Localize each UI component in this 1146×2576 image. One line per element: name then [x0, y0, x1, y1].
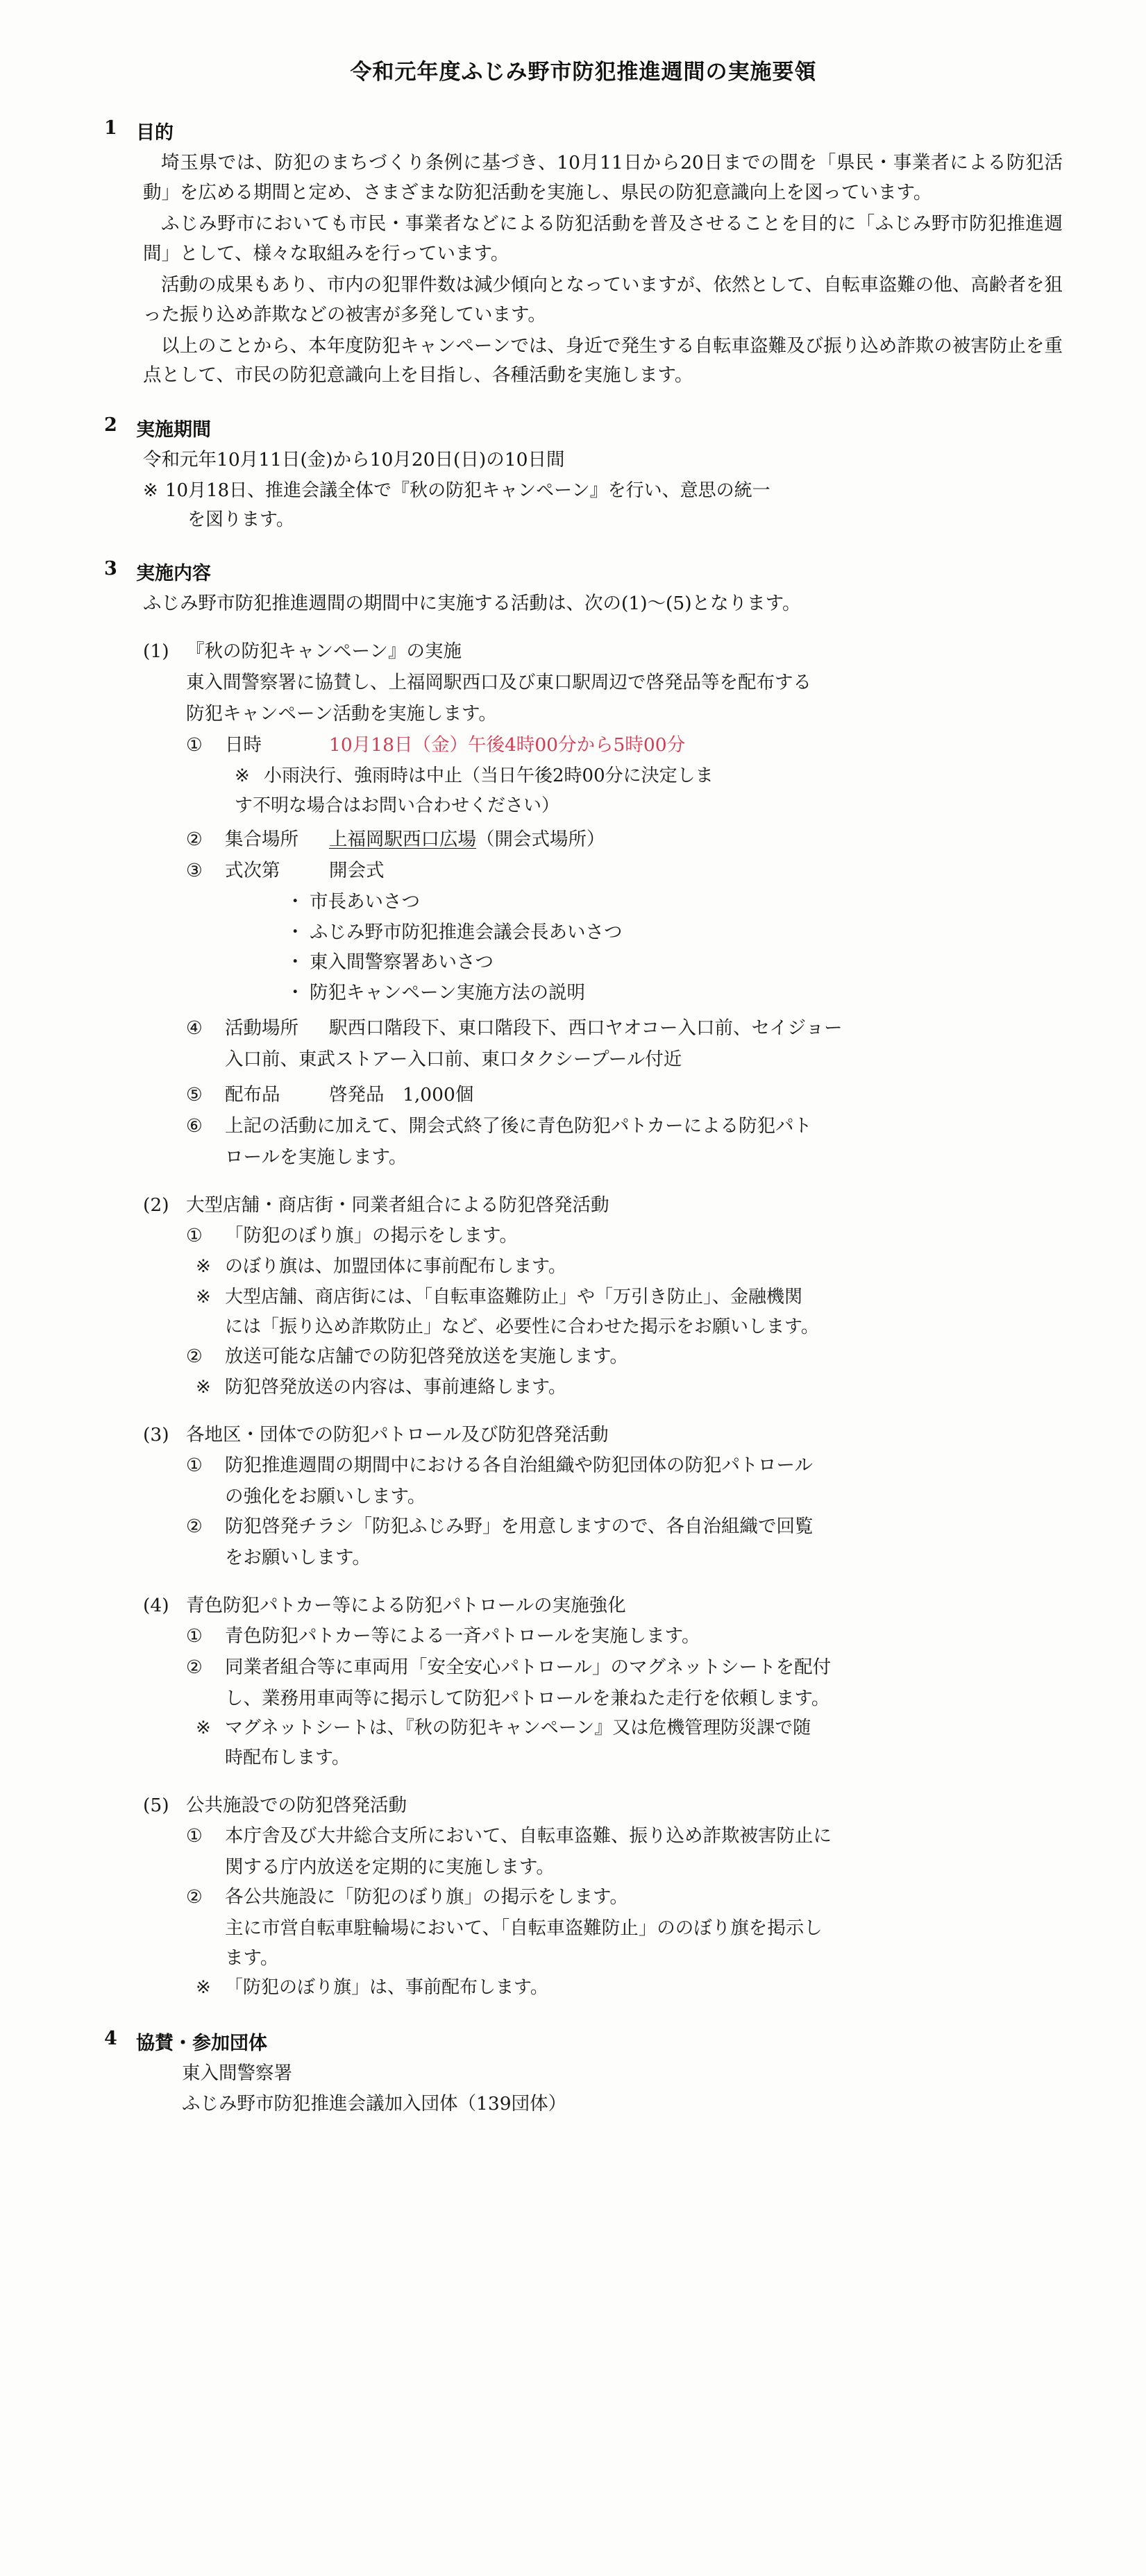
item-value-rest: （開会式場所） — [476, 828, 605, 850]
item-text-cont: 主に市営自転車駐輪場において、「自転車盗難防止」ののぼり旗を掲示し — [225, 1917, 823, 1940]
list-item — [104, 825, 1063, 855]
item-text: 防犯推進週間の期間中における各自治組織や防犯団体の防犯パトロール — [225, 1454, 813, 1476]
section-number: 2 — [104, 414, 117, 437]
item-value-extra — [225, 1112, 1063, 1142]
subsection-heading — [104, 1191, 1063, 1220]
section-contents — [104, 558, 1063, 619]
list-item — [104, 1653, 1063, 1683]
value-line: 上記の活動に加えて、開会式終了後に青色防犯パトカーによる防犯パト — [225, 1115, 812, 1137]
item-value-goods: 啓発品 1,000個 — [329, 1084, 474, 1106]
program-bullet-list — [104, 888, 1063, 1009]
section-title: 協賛・参加団体 — [136, 2032, 267, 2054]
section-period — [104, 414, 1063, 534]
item-note — [104, 1714, 1063, 1743]
subsection-5 — [104, 1791, 1063, 2003]
item-text-cont: の強化をお願いします。 — [225, 1485, 426, 1507]
list-item: ふじみ野市防犯推進会議加入団体（139団体） — [182, 2093, 567, 2115]
item-label: 配布品 — [225, 1084, 280, 1106]
page-title: 令和元年度ふじみ野市防犯推進週間の実施要領 — [350, 60, 817, 85]
item-text: 「防犯のぼり旗」の掲示をします。 — [225, 1225, 518, 1247]
item-label: 活動場所 — [225, 1017, 298, 1040]
subsection-title: 青色防犯パトカー等による防犯パトロールの実施強化 — [186, 1594, 626, 1616]
list-item — [286, 948, 1063, 978]
note-text-cont: を図ります。 — [187, 509, 294, 530]
list-item — [104, 1451, 1063, 1481]
item-text: 各公共施設に「防犯のぼり旗」の掲示をします。 — [225, 1886, 628, 1908]
item-number: ① — [186, 1225, 203, 1247]
note-mark: ※ — [196, 1256, 211, 1278]
list-item — [104, 731, 1063, 761]
bullet-text: ふじみ野市防犯推進会議会長あいさつ — [310, 921, 623, 943]
list-item: 東入間警察署 — [182, 2062, 292, 2084]
item-number: ② — [186, 1886, 203, 1908]
item-number: ⑥ — [186, 1115, 203, 1137]
section-purpose — [104, 117, 1063, 391]
item-value-program: 開会式 — [329, 859, 385, 881]
lead-line: 防犯キャンペーン活動を実施します。 — [186, 702, 497, 724]
item-number: ② — [186, 1345, 203, 1367]
bullet-text: 防犯キャンペーン実施方法の説明 — [310, 982, 585, 1004]
subsection-1 — [104, 637, 1063, 1172]
section-heading — [104, 2028, 1063, 2055]
item-number: ① — [186, 1825, 203, 1847]
note-mark: ※ — [196, 1286, 211, 1307]
item-note-cont: す不明な場合はお問い合わせください） — [235, 795, 560, 817]
note-text: 10月18日、推進会議全体で『秋の防犯キャンペーン』を行い、意思の統一 — [165, 480, 770, 502]
subsection-title: 『秋の防犯キャンペーン』の実施 — [186, 641, 462, 663]
bullet-dot-icon: ・ — [286, 921, 305, 943]
list-item — [286, 978, 1063, 1008]
subsection-title: 各地区・団体での防犯パトロール及び防犯啓発活動 — [186, 1423, 609, 1446]
item-value-extra-cont: ロールを実施します。 — [225, 1146, 407, 1168]
note-mark: ※ — [196, 1717, 211, 1738]
item-text-cont: 関する庁内放送を定期的に実施します。 — [225, 1856, 555, 1879]
item-text-cont: をお願いします。 — [225, 1546, 371, 1568]
item-text-cont: し、業務用車両等に掲示して防犯パトロールを兼ねた走行を依頼します。 — [225, 1687, 830, 1709]
item-note-cont: には「振り込め詐欺防止」など、必要性に合わせた掲示をお願いします。 — [225, 1316, 819, 1338]
item-text: 防犯啓発チラシ「防犯ふじみ野」を用意しますので、各自治組織で回覧 — [225, 1515, 814, 1537]
section-number: 1 — [104, 117, 117, 139]
note-text: 「防犯のぼり旗」は、事前配布します。 — [225, 1976, 548, 1998]
item-note — [104, 762, 1063, 791]
item-number: ② — [186, 828, 203, 850]
item-value-place — [329, 825, 1063, 855]
item-value-underlined: 上福岡駅西口広場 — [329, 828, 476, 850]
list-item — [104, 1081, 1063, 1110]
subsection-lead — [104, 668, 1063, 729]
item-note — [104, 1253, 1063, 1282]
subsection-4 — [104, 1591, 1063, 1773]
item-text-cont: ます。 — [225, 1947, 279, 1969]
list-item — [104, 1221, 1063, 1251]
note-mark: ※ — [143, 480, 158, 502]
note-mark: ※ — [235, 765, 250, 786]
list-item — [286, 918, 1063, 948]
item-number: ② — [186, 1515, 203, 1537]
item-number: ① — [186, 1454, 203, 1476]
item-note — [104, 1283, 1063, 1312]
section-heading — [104, 414, 1063, 441]
list-item — [104, 1512, 1063, 1542]
subsection-2 — [104, 1191, 1063, 1403]
item-value-locations — [329, 1014, 1063, 1044]
section-title: 実施期間 — [136, 419, 211, 441]
subsection-title: 大型店舗・商店街・同業者組合による防犯啓発活動 — [186, 1194, 609, 1216]
note-mark: ※ — [196, 1976, 211, 1998]
item-note — [104, 1974, 1063, 2003]
subsection-number: (1) — [143, 641, 169, 663]
section-heading — [104, 558, 1063, 585]
item-value-locations-cont: 入口前、東武ストアー入口前、東口タクシープール付近 — [225, 1049, 682, 1071]
list-item — [104, 856, 1063, 886]
bullet-dot-icon: ・ — [286, 890, 305, 913]
subsection-heading — [104, 1791, 1063, 1820]
lead-line: 東入間警察署に協賛し、上福岡駅西口及び東口駅周辺で啓発品等を配布する — [186, 671, 811, 693]
item-text: 青色防犯パトカー等による一斉パトロールを実施します。 — [225, 1625, 700, 1647]
item-number: ④ — [186, 1017, 203, 1040]
paragraph: 活動の成果もあり、市内の犯罪件数は減少傾向となっていますが、依然として、自転車盗難の他、高齢者を狙った振り込め詐欺などの被害が多発しています。 — [143, 273, 1063, 325]
section-title: 実施内容 — [136, 563, 211, 585]
bullet-text: 市長あいさつ — [310, 890, 420, 913]
period-line: 令和元年10月11日(金)から10月20日(日)の10日間 — [143, 449, 565, 471]
subsection-number: (5) — [143, 1794, 169, 1816]
subsection-number: (4) — [143, 1594, 169, 1616]
list-item — [104, 1112, 1063, 1142]
list-item — [104, 1822, 1063, 1852]
list-item — [104, 1622, 1063, 1652]
item-label: 日時 — [225, 734, 262, 756]
item-note — [104, 1373, 1063, 1403]
item-text: 本庁舎及び大井総合支所において、自転車盗難、振り込め詐欺被害防止に — [225, 1825, 832, 1847]
period-note — [104, 477, 1063, 534]
subsection-number: (2) — [143, 1194, 169, 1216]
subsection-heading — [104, 637, 1063, 666]
section-heading — [104, 117, 1063, 144]
value-line: 駅西口階段下、東口階段下、西口ヤオコー入口前、セイジョー — [329, 1017, 843, 1040]
item-number: ① — [186, 1625, 203, 1647]
item-number: ② — [186, 1656, 203, 1678]
paragraph: 埼玉県では、防犯のまちづくり条例に基づき、10月11日から20日までの間を「県民・事業者による防犯活動」を広める期間と定め、さまざまな防犯活動を実施し、県民の防犯意識向上を図っています。 — [143, 152, 1063, 203]
item-number: ③ — [186, 859, 203, 881]
note-text: 防犯啓発放送の内容は、事前連絡します。 — [225, 1376, 566, 1398]
note-text: マグネットシートは、『秋の防犯キャンペーン』又は危機管理防災課で随 — [225, 1717, 811, 1738]
item-number: ① — [186, 734, 203, 756]
item-label: 集合場所 — [225, 828, 298, 850]
note-text: 大型店舗、商店街には、「自転車盗難防止」や「万引き防止」、金融機関 — [225, 1286, 803, 1307]
subsection-heading — [104, 1591, 1063, 1620]
section-number: 3 — [104, 558, 117, 580]
item-value-datetime: 10月18日（金）午後4時00分から5時00分 — [329, 734, 686, 756]
sponsor-list — [104, 2059, 1063, 2120]
note-mark: ※ — [196, 1376, 211, 1398]
item-number: ⑤ — [186, 1084, 203, 1106]
section-number: 4 — [104, 2027, 117, 2049]
item-text: 同業者組合等に車両用「安全安心パトロール」のマグネットシートを配付 — [225, 1656, 832, 1678]
paragraph: 以上のことから、本年度防犯キャンペーンでは、身近で発生する自転車盗難及び振り込め詐欺の被害防止を重点として、市民の防犯意識向上を目指し、各種活動を実施します。 — [143, 334, 1063, 387]
bullet-dot-icon: ・ — [286, 982, 305, 1004]
subsection-heading — [104, 1421, 1063, 1450]
paragraph: ふじみ野市においても市民・事業者などによる防犯活動を普及させることを目的に「ふじみ野市防犯推進週間」として、様々な取組みを行っています。 — [143, 212, 1063, 264]
subsection-3 — [104, 1421, 1063, 1573]
subsection-number: (3) — [143, 1423, 169, 1446]
section-title: 目的 — [136, 122, 174, 144]
list-item — [104, 1342, 1063, 1372]
subsection-title: 公共施設での防犯啓発活動 — [186, 1794, 407, 1816]
list-item — [104, 1883, 1063, 1913]
contents-lead: ふじみ野市防犯推進週間の期間中に実施する活動は、次の(1)～(5)となります。 — [143, 593, 801, 615]
note-text: 小雨決行、強雨時は中止（当日午後2時00分に決定しま — [264, 765, 714, 786]
item-note-cont: 時配布します。 — [225, 1747, 350, 1769]
item-text: 放送可能な店舗での防犯啓発放送を実施します。 — [225, 1345, 628, 1367]
bullet-dot-icon: ・ — [286, 951, 305, 974]
bullet-text: 東入間警察署あいさつ — [310, 951, 494, 974]
section-sponsors — [104, 2028, 1063, 2120]
note-text: のぼり旗は、加盟団体に事前配布します。 — [225, 1256, 566, 1278]
item-label: 式次第 — [225, 859, 280, 881]
list-item — [286, 888, 1063, 917]
list-item — [104, 1014, 1063, 1044]
